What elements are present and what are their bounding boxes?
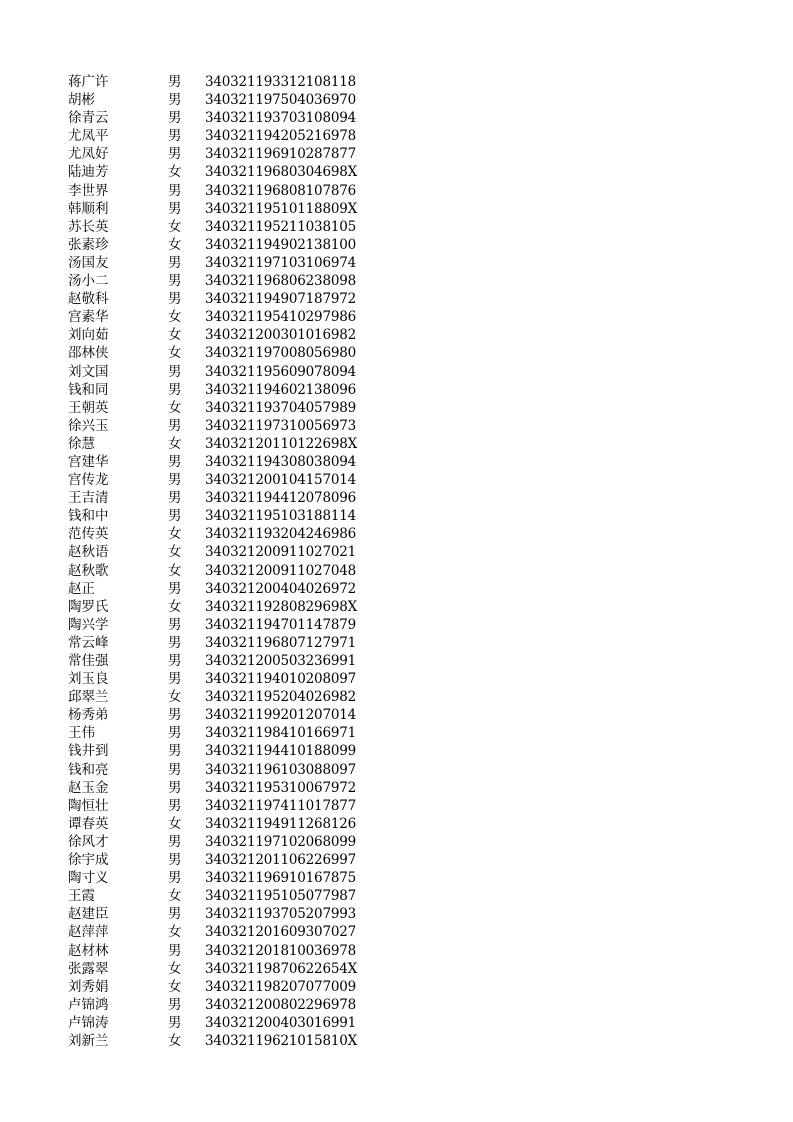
person-id-number: 340321200404026972	[205, 580, 357, 597]
person-gender: 女	[168, 689, 182, 706]
person-gender: 女	[168, 236, 182, 253]
person-name: 谭春英	[68, 815, 109, 832]
person-id-number: 340321196806238098	[205, 273, 357, 290]
person-gender: 女	[168, 526, 182, 543]
person-name: 钱和同	[68, 381, 109, 398]
person-gender: 男	[168, 472, 182, 489]
person-id-number: 340321194412078096	[205, 490, 357, 507]
person-name: 陶兴学	[68, 616, 109, 633]
table-row	[68, 399, 388, 417]
table-row	[68, 308, 388, 326]
person-name: 宫素华	[68, 309, 109, 326]
table-row	[68, 1014, 388, 1032]
person-id-number: 340321198207077009	[205, 978, 357, 995]
table-row	[68, 453, 388, 471]
person-gender: 男	[168, 182, 182, 199]
table-row	[68, 218, 388, 236]
person-gender: 男	[168, 417, 182, 434]
person-gender: 男	[168, 707, 182, 724]
person-id-number: 340321194602138096	[205, 381, 357, 398]
person-gender: 男	[168, 634, 182, 651]
person-gender: 男	[168, 942, 182, 959]
table-row	[68, 326, 388, 344]
person-name: 赵正	[68, 580, 95, 597]
table-row	[68, 887, 388, 905]
person-gender: 男	[168, 616, 182, 633]
person-id-number: 340321194010208097	[205, 671, 357, 688]
person-name: 刘文国	[68, 363, 109, 380]
table-row	[68, 598, 388, 616]
person-id-number: 340321200911027048	[205, 562, 357, 579]
person-gender: 女	[168, 345, 182, 362]
table-row	[68, 182, 388, 200]
table-row	[68, 580, 388, 598]
person-name: 邵林侠	[68, 345, 109, 362]
table-row	[68, 779, 388, 797]
person-id-number: 34032119280829698X	[205, 598, 358, 615]
table-row	[68, 543, 388, 561]
person-id-number: 340321194410188099	[205, 743, 357, 760]
table-row	[68, 254, 388, 272]
person-name: 宫传龙	[68, 472, 109, 489]
person-id-number: 340321200911027021	[205, 544, 357, 561]
person-gender: 男	[168, 291, 182, 308]
person-name: 韩顺利	[68, 200, 109, 217]
person-id-number: 340321201810036978	[205, 942, 357, 959]
person-name: 王朝英	[68, 399, 109, 416]
person-name: 赵秋语	[68, 544, 109, 561]
person-name: 尤凤平	[68, 128, 109, 145]
person-gender: 女	[168, 598, 182, 615]
person-id-number: 34032119680304698X	[205, 164, 358, 181]
person-name: 常云峰	[68, 634, 109, 651]
person-gender: 男	[168, 996, 182, 1013]
table-row	[68, 489, 388, 507]
person-gender: 男	[168, 490, 182, 507]
person-name: 杨秀弟	[68, 707, 109, 724]
person-id-number: 34032119510118809X	[205, 200, 358, 217]
person-name: 汤国友	[68, 254, 109, 271]
table-row	[68, 996, 388, 1014]
person-id-number: 340321195105077987	[205, 888, 357, 905]
person-gender: 男	[168, 128, 182, 145]
table-row	[68, 670, 388, 688]
person-name: 刘秀娟	[68, 978, 109, 995]
table-row	[68, 797, 388, 815]
person-id-number: 340321194907187972	[205, 291, 357, 308]
person-id-number: 34032119870622654X	[205, 960, 358, 977]
person-id-number: 340321200403016991	[205, 1014, 357, 1031]
table-row	[68, 344, 388, 362]
table-row	[68, 435, 388, 453]
table-row	[68, 942, 388, 960]
person-id-number: 340321194911268126	[205, 815, 357, 832]
table-row	[68, 634, 388, 652]
person-name: 徐宇成	[68, 852, 109, 869]
person-gender: 女	[168, 164, 182, 181]
person-gender: 男	[168, 580, 182, 597]
person-gender: 男	[168, 363, 182, 380]
table-row	[68, 417, 388, 435]
table-row	[68, 163, 388, 181]
person-id-number: 340321197504036970	[205, 92, 357, 109]
person-gender: 女	[168, 218, 182, 235]
table-row	[68, 724, 388, 742]
table-row	[68, 960, 388, 978]
person-name: 陶恒壮	[68, 797, 109, 814]
table-row	[68, 145, 388, 163]
person-id-number: 340321197310056973	[205, 417, 357, 434]
person-name: 胡彬	[68, 92, 95, 109]
person-id-number: 340321193204246986	[205, 526, 357, 543]
person-gender: 男	[168, 508, 182, 525]
table-row	[68, 290, 388, 308]
person-id-number: 34032120110122698X	[205, 435, 358, 452]
person-name: 刘向茹	[68, 327, 109, 344]
person-name: 王伟	[68, 725, 95, 742]
table-row	[68, 200, 388, 218]
person-gender: 男	[168, 725, 182, 742]
person-gender: 女	[168, 544, 182, 561]
person-id-number: 340321196807127971	[205, 634, 357, 651]
person-gender: 男	[168, 92, 182, 109]
table-row	[68, 706, 388, 724]
person-gender: 男	[168, 779, 182, 796]
person-name: 陶寸义	[68, 870, 109, 887]
person-id-number: 340321201106226997	[205, 852, 357, 869]
person-gender: 男	[168, 852, 182, 869]
person-id-number: 340321196910287877	[205, 146, 357, 163]
person-name: 卢锦鸿	[68, 996, 109, 1013]
person-id-number: 340321196910167875	[205, 870, 357, 887]
person-name: 汤小二	[68, 273, 109, 290]
table-row	[68, 507, 388, 525]
person-name: 刘新兰	[68, 1032, 109, 1049]
table-row	[68, 978, 388, 996]
table-row	[68, 471, 388, 489]
table-row	[68, 652, 388, 670]
table-row	[68, 562, 388, 580]
table-row	[68, 905, 388, 923]
person-id-number: 340321197102068099	[205, 833, 357, 850]
person-name: 钱和中	[68, 508, 109, 525]
person-id-number: 340321197008056980	[205, 345, 357, 362]
person-gender: 女	[168, 327, 182, 344]
person-gender: 男	[168, 797, 182, 814]
person-gender: 女	[168, 888, 182, 905]
person-name: 钱井到	[68, 743, 109, 760]
table-row	[68, 236, 388, 254]
person-name: 苏长英	[68, 218, 109, 235]
person-gender: 男	[168, 200, 182, 217]
person-id-number: 340321200104157014	[205, 472, 357, 489]
table-row	[68, 923, 388, 941]
person-name: 赵萍萍	[68, 924, 109, 941]
table-row	[68, 127, 388, 145]
person-name: 常佳强	[68, 653, 109, 669]
person-name: 李世界	[68, 182, 109, 199]
person-name: 范传英	[68, 526, 109, 543]
person-id-number: 340321201609307027	[205, 924, 357, 941]
person-gender: 男	[168, 761, 182, 778]
person-name: 张露翠	[68, 960, 109, 977]
person-gender: 男	[168, 453, 182, 470]
person-gender: 女	[168, 815, 182, 832]
table-row	[68, 1032, 388, 1050]
person-id-number: 340321193312108118	[205, 74, 357, 90]
person-gender: 男	[168, 110, 182, 127]
person-gender: 女	[168, 309, 182, 326]
person-name: 宫建华	[68, 453, 109, 470]
person-gender: 女	[168, 924, 182, 941]
person-name: 赵敬科	[68, 291, 109, 308]
person-id-number: 340321196103088097	[205, 761, 357, 778]
person-name: 徐风才	[68, 833, 109, 850]
table-row	[68, 833, 388, 851]
person-name: 赵建臣	[68, 906, 109, 923]
person-id-number: 340321195204026982	[205, 689, 357, 706]
person-name: 王霞	[68, 888, 95, 905]
person-gender: 女	[168, 435, 182, 452]
person-id-number: 340321193703108094	[205, 110, 357, 127]
person-gender: 男	[168, 743, 182, 760]
person-id-number: 340321195410297986	[205, 309, 357, 326]
person-id-number: 340321194308038094	[205, 453, 357, 470]
person-id-number: 340321200802296978	[205, 996, 357, 1013]
person-id-number: 340321193704057989	[205, 399, 357, 416]
person-name: 钱和亮	[68, 761, 109, 778]
table-row	[68, 91, 388, 109]
person-name: 刘玉良	[68, 671, 109, 688]
table-row	[68, 525, 388, 543]
person-name: 王吉清	[68, 490, 109, 507]
person-id-number: 340321200301016982	[205, 327, 357, 344]
person-gender: 男	[168, 653, 182, 669]
person-id-number: 340321195310067972	[205, 779, 357, 796]
person-name: 赵材林	[68, 942, 109, 959]
person-name: 赵玉金	[68, 779, 109, 796]
table-row	[68, 688, 388, 706]
person-gender: 男	[168, 833, 182, 850]
person-gender: 女	[168, 1032, 182, 1049]
person-id-number: 340321194701147879	[205, 616, 357, 633]
person-name: 赵秋歌	[68, 562, 109, 579]
table-row	[68, 815, 388, 833]
table-row	[68, 363, 388, 381]
person-name: 陶罗氏	[68, 598, 109, 615]
table-row	[68, 742, 388, 760]
table-row	[68, 272, 388, 290]
person-id-number: 340321195609078094	[205, 363, 357, 380]
table-row	[68, 381, 388, 399]
person-name: 卢锦涛	[68, 1014, 109, 1031]
table-row	[68, 851, 388, 869]
person-name: 蒋广许	[68, 74, 109, 90]
table-row	[68, 869, 388, 887]
person-gender: 男	[168, 381, 182, 398]
person-gender: 男	[168, 906, 182, 923]
person-gender: 男	[168, 254, 182, 271]
person-name: 徐慧	[68, 435, 95, 452]
person-id-number: 34032119621015810X	[205, 1032, 358, 1049]
person-name: 尤凤好	[68, 146, 109, 163]
person-name: 徐青云	[68, 110, 109, 127]
person-id-number: 340321196808107876	[205, 182, 357, 199]
person-name: 邱翠兰	[68, 689, 109, 706]
person-id-number: 340321194205216978	[205, 128, 357, 145]
person-id-number: 340321195211038105	[205, 218, 357, 235]
person-gender: 男	[168, 671, 182, 688]
person-gender: 男	[168, 74, 182, 90]
roster-table	[68, 73, 388, 1050]
person-id-number: 340321197411017877	[205, 797, 357, 814]
table-row	[68, 109, 388, 127]
person-name: 陆迪芳	[68, 164, 109, 181]
person-gender: 女	[168, 960, 182, 977]
person-id-number: 340321198410166971	[205, 725, 357, 742]
person-gender: 女	[168, 562, 182, 579]
table-row	[68, 761, 388, 779]
person-id-number: 340321197103106974	[205, 254, 357, 271]
person-gender: 男	[168, 870, 182, 887]
person-name: 徐兴玉	[68, 417, 109, 434]
table-row	[68, 73, 388, 91]
person-gender: 男	[168, 273, 182, 290]
person-id-number: 340321195103188114	[205, 508, 357, 525]
person-id-number: 340321199201207014	[205, 707, 357, 724]
person-id-number: 340321193705207993	[205, 906, 357, 923]
person-gender: 男	[168, 146, 182, 163]
person-gender: 女	[168, 978, 182, 995]
table-row	[68, 616, 388, 634]
person-name: 张素珍	[68, 236, 109, 253]
person-id-number: 340321194902138100	[205, 236, 357, 253]
person-gender: 男	[168, 1014, 182, 1031]
person-id-number: 340321200503236991	[205, 653, 357, 669]
person-gender: 女	[168, 399, 182, 416]
